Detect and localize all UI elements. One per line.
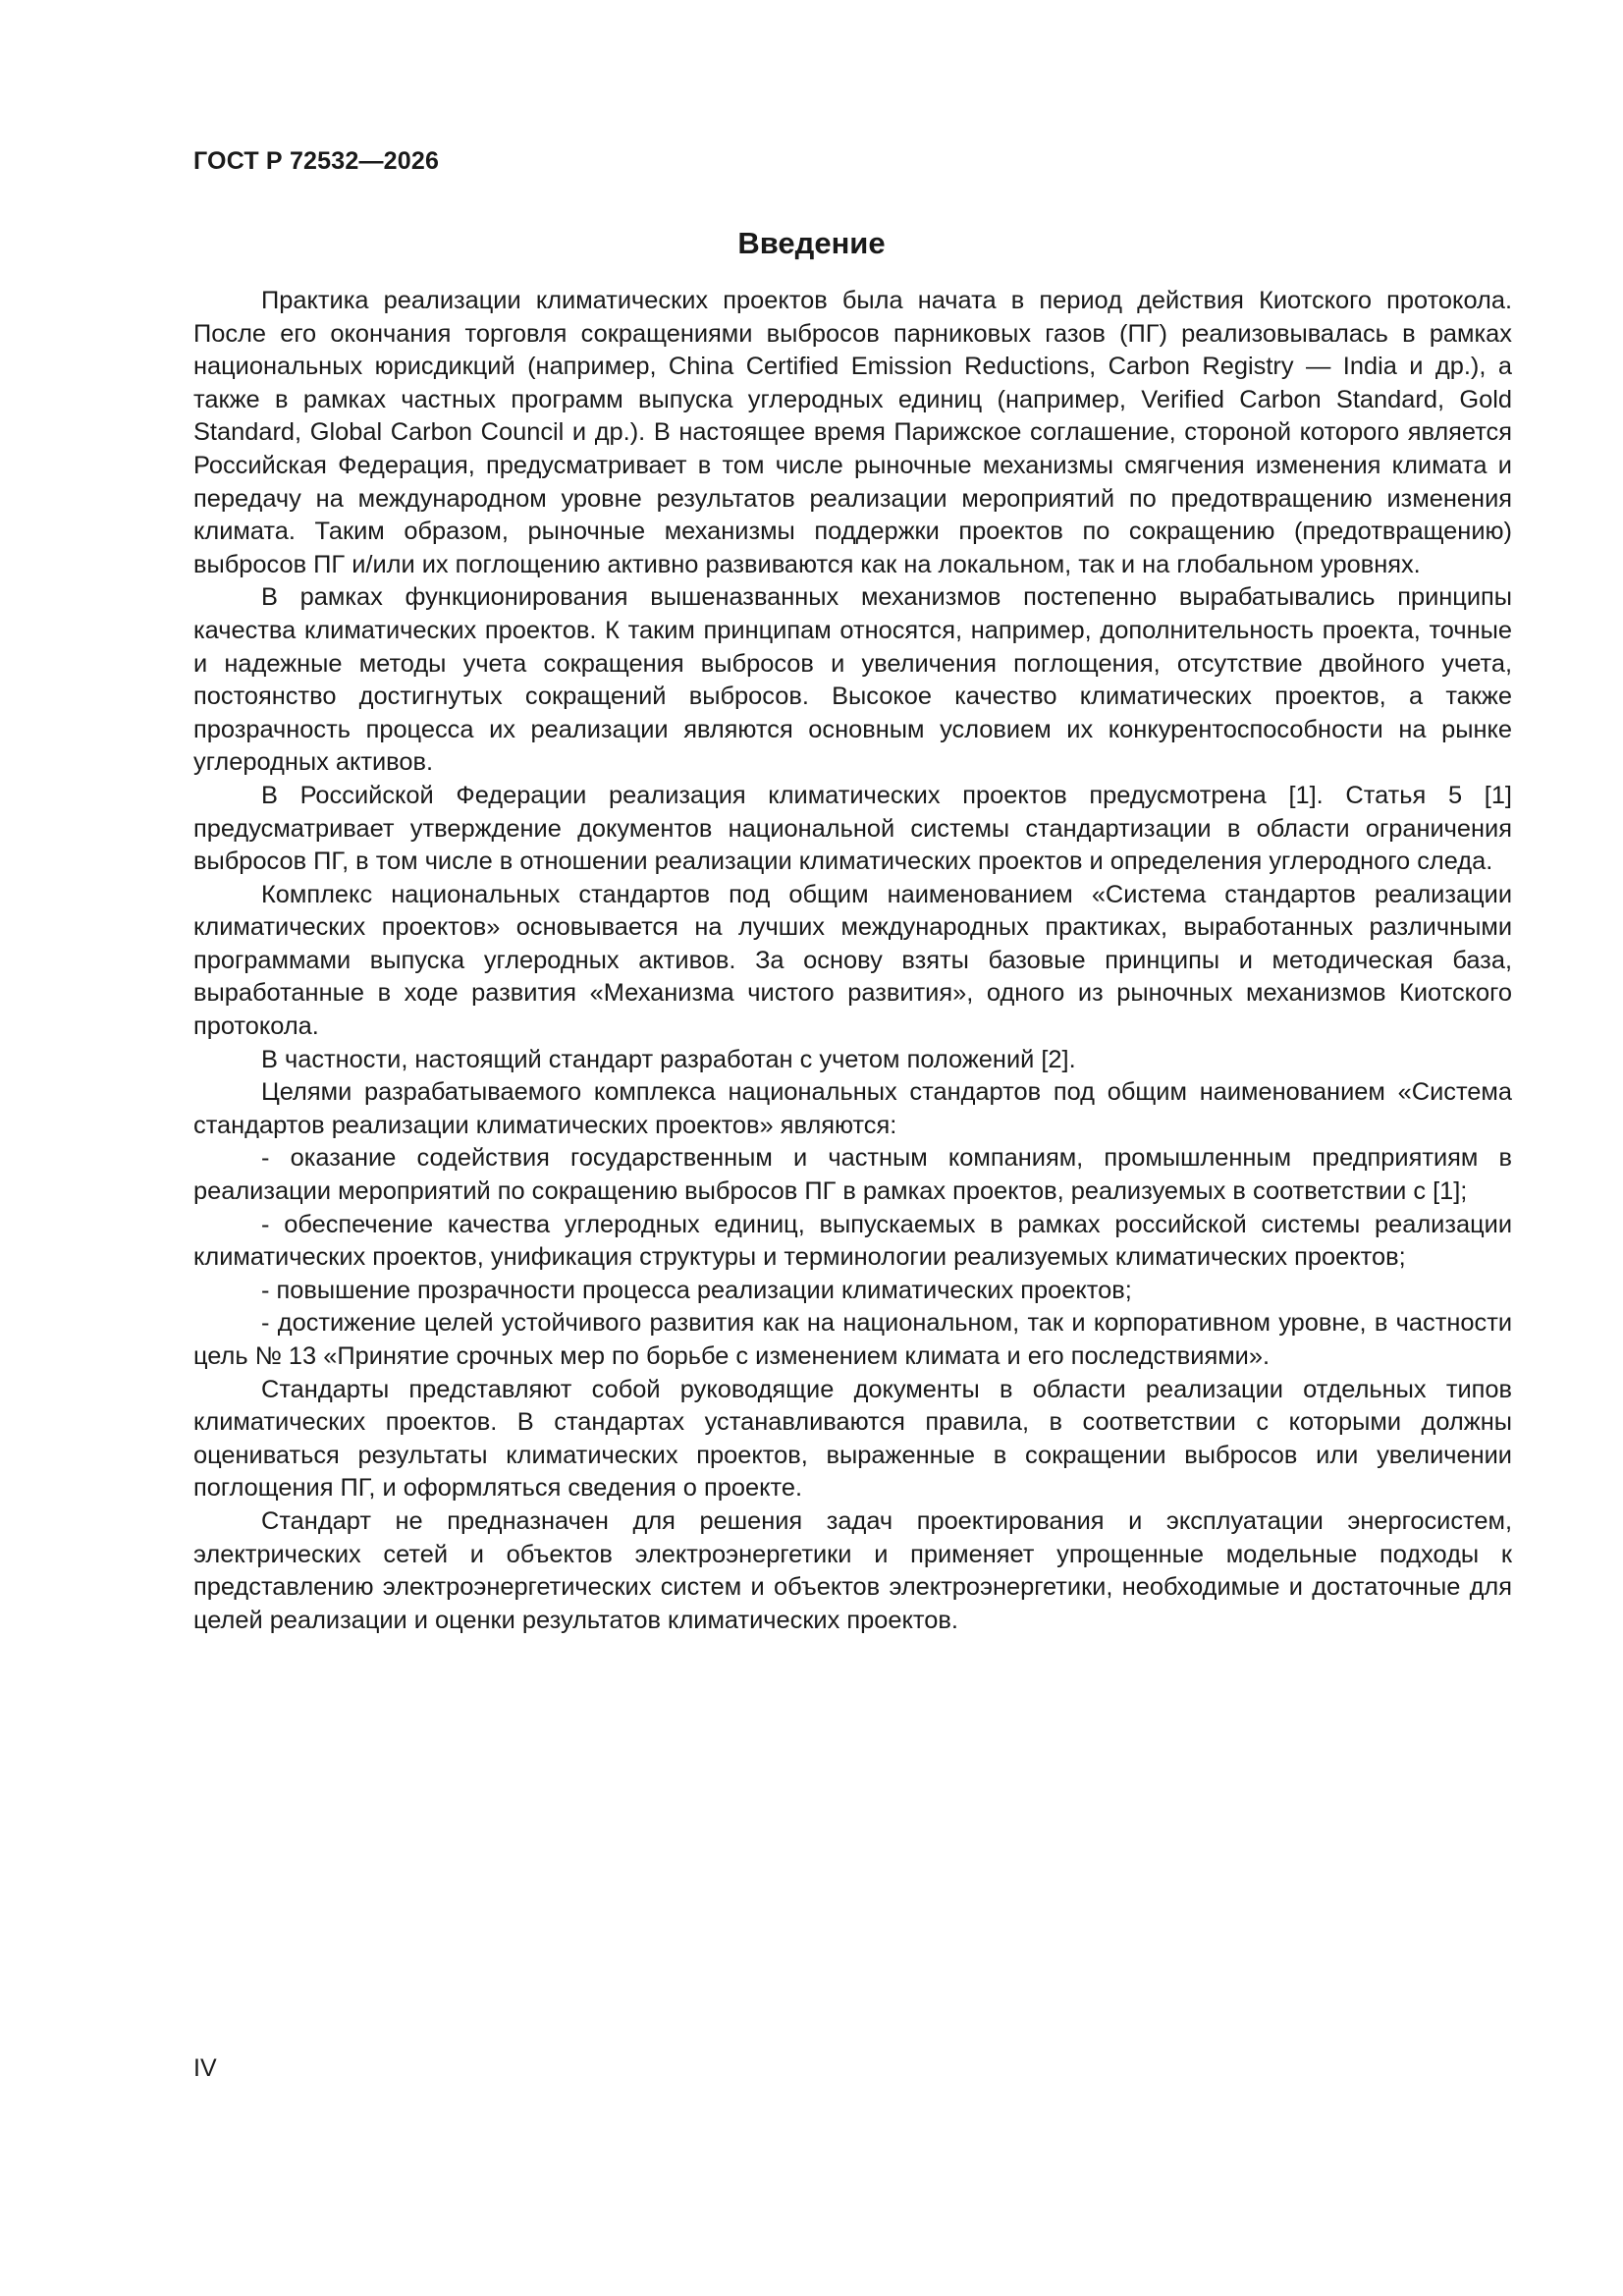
body-text	[193, 285, 1512, 1637]
paragraph: Стандарты представляют собой руководящие документы в области реализации отдельных типов климатических проектов. В стандартах устанавливаются правила, в соответствии с которыми должны оцениваться результаты климатических проектов, выраженные в сокращении выбросов или увеличении поглощения ПГ, и оформляться сведения о проекте.	[193, 1375, 1512, 1503]
paragraph: В рамках функционирования вышеназванных механизмов постепенно вырабатывались принципы качества климатических проектов. К таким принципам относятся, например, дополнительность проекта, точные и надежные методы учета сокращения выбросов и увеличения поглощения, отсутствие двойного учета, постоянство достигнутых сокращений выбросов. Высокое качество климатических проектов, а также прозрачность процесса их реализации являются основным условием их конкурентоспособности на рынке углеродных активов.	[193, 583, 1512, 777]
page-number: IV	[193, 2054, 217, 2082]
paragraph: В Российской Федерации реализация климатических проектов предусмотрена [1]. Статья 5 [1] предусматривает утверждение документов национальной системы стандартизации в области ограничения выбросов ПГ, в том числе в отношении реализации климатических проектов и определения углеродного следа.	[193, 781, 1512, 876]
list-item: - достижение целей устойчивого развития как на национальном, так и корпоративном уровне, в частности цель № 13 «Принятие срочных мер по борьбе с изменением климата и его последствиями».	[193, 1309, 1512, 1370]
list-item: - повышение прозрачности процесса реализации климатических проектов;	[261, 1276, 1132, 1304]
paragraph: В частности, настоящий стандарт разработан с учетом положений [2].	[261, 1045, 1076, 1073]
paragraph: Целями разрабатываемого комплекса национальных стандартов под общим наименованием «Система стандартов реализации климатических проектов» являются:	[193, 1078, 1512, 1139]
document-code: ГОСТ Р 72532—2026	[193, 147, 440, 175]
paragraph: Комплекс национальных стандартов под общим наименованием «Система стандартов реализации климатических проектов» основывается на лучших международных практиках, выработанных различными программами выпуска углеродных активов. За основу взяты базовые принципы и методическая база, выработанные в ходе развития «Механизма чистого развития», одного из рыночных механизмов Киотского протокола.	[193, 880, 1512, 1041]
list-item: - оказание содействия государственным и частным компаниям, промышленным предприятиям в реализации мероприятий по сокращению выбросов ПГ в рамках проектов, реализуемых в соответствии с [1];	[193, 1144, 1512, 1206]
paragraph: Стандарт не предназначен для решения задач проектирования и эксплуатации энергосистем, электрических сетей и объектов электроэнергетики и применяет упрощенные модельные подходы к представлению электроэнергетических систем и объектов электроэнергетики, необходимые и достаточные для целей реализации и оценки результатов климатических проектов.	[193, 1506, 1512, 1634]
list-item: - обеспечение качества углеродных единиц, выпускаемых в рамках российской системы реализации климатических проектов, унификация структуры и терминологии реализуемых климатических проектов;	[193, 1210, 1512, 1272]
paragraph: Практика реализации климатических проектов была начата в период действия Киотского протокола. После его окончания торговля сокращениями выбросов парниковых газов (ПГ) реализовывалась в рамках национальных юрисдикций (например, China Certified Emission Reductions, Carbon Registry — India и др.), а также в рамках частных программ выпуска углеродных единиц (например, Verified Carbon Standard, Gold Standard, Global Carbon Council и др.). В настоящее время Парижское соглашение, стороной которого является Российская Федерация, предусматривает в том числе рыночные механизмы смягчения изменения климата и передачу на международном уровне результатов реализации мероприятий по предотвращению изменения климата. Таким образом, рыночные механизмы поддержки проектов по сокращению (предотвращению) выбросов ПГ и/или их поглощению активно развиваются как на локальном, так и на глобальном уровнях.	[193, 287, 1512, 578]
section-title: Введение	[737, 226, 886, 260]
